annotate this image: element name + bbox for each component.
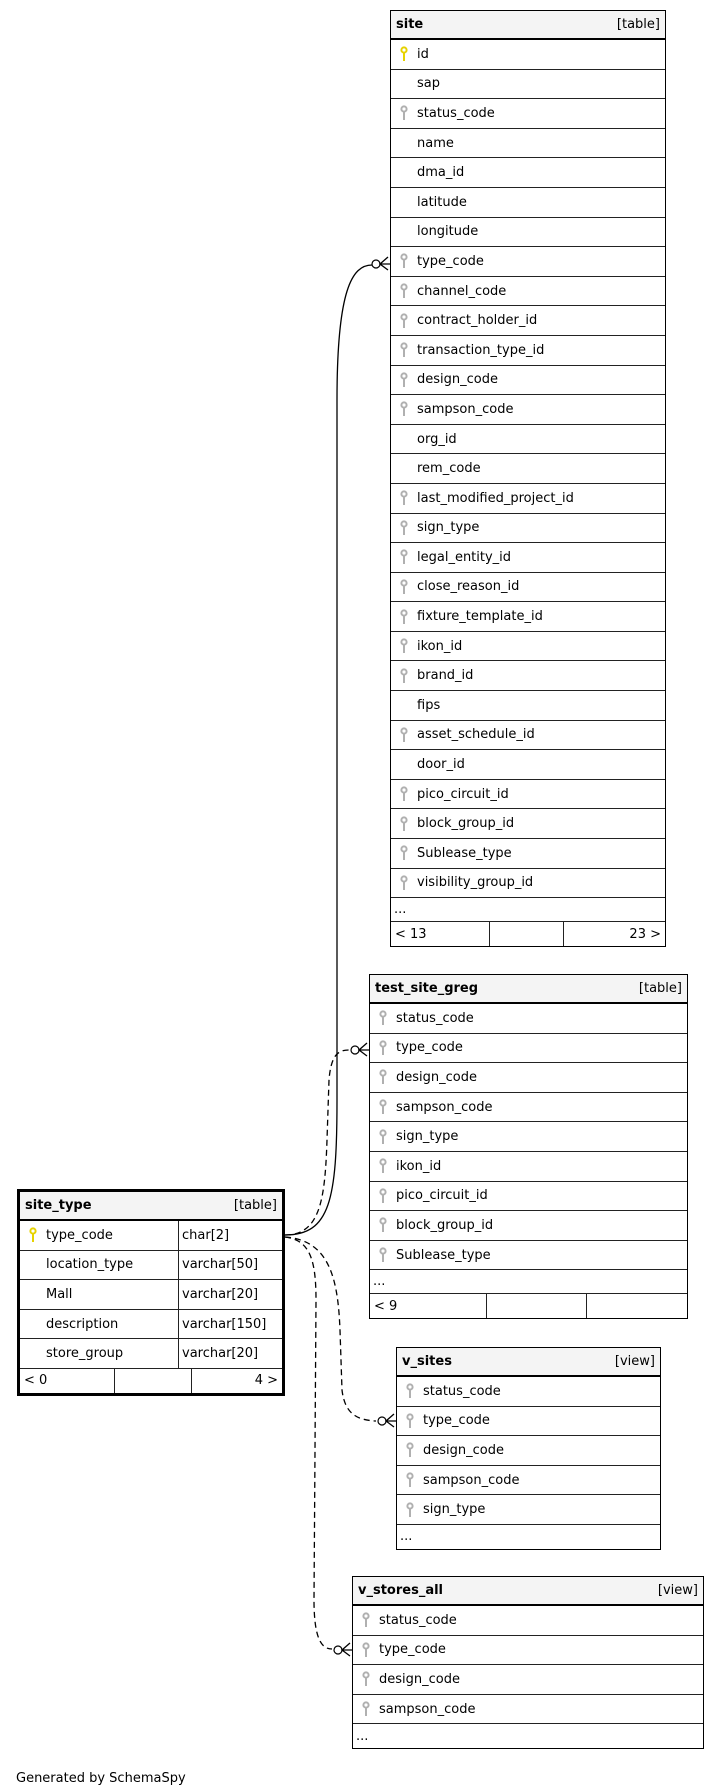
column-name: channel_code [417, 283, 507, 299]
column-name: type_code [417, 253, 484, 269]
column-row[interactable] [391, 395, 665, 425]
column-name: fixture_template_id [417, 609, 543, 625]
column-name: design_code [417, 372, 498, 388]
column-name: brand_id [417, 668, 474, 684]
column-name: last_modified_project_id [417, 490, 574, 506]
column-name: transaction_type_id [417, 342, 545, 358]
table-header [397, 1348, 660, 1377]
foreign-key-icon [391, 372, 417, 388]
table-kind: [table] [638, 981, 682, 996]
column-type: varchar[20] [178, 1339, 282, 1368]
column-row[interactable] [391, 366, 665, 396]
footer-cell[interactable]: < 13 [391, 922, 490, 946]
foreign-key-icon [397, 1502, 423, 1518]
table-name[interactable]: v_sites [402, 1354, 452, 1369]
column-row[interactable] [391, 839, 665, 869]
column-name: design_code [379, 1671, 460, 1687]
column-name: sampson_code [396, 1099, 493, 1115]
table-footer [20, 1369, 282, 1393]
foreign-key-icon [353, 1642, 379, 1658]
foreign-key-icon [391, 253, 417, 269]
column-row[interactable] [20, 1339, 282, 1369]
table-kind: [view] [657, 1583, 698, 1598]
foreign-key-icon [391, 579, 417, 595]
zero-cardinality-icon [351, 1046, 359, 1054]
column-name: contract_holder_id [417, 313, 538, 329]
column-row[interactable] [353, 1636, 703, 1666]
foreign-key-icon [353, 1701, 379, 1717]
foreign-key-icon [397, 1472, 423, 1488]
column-name: sampson_code [417, 401, 514, 417]
column-row[interactable] [397, 1495, 660, 1525]
foreign-key-icon [391, 342, 417, 358]
foreign-key-icon [370, 1247, 396, 1263]
column-row[interactable] [353, 1665, 703, 1695]
foreign-key-icon [391, 313, 417, 329]
column-name: close_reason_id [417, 579, 520, 595]
foreign-key-icon [397, 1413, 423, 1429]
table-name[interactable]: site [396, 17, 424, 32]
column-name: Mall [46, 1286, 73, 1302]
column-row[interactable] [370, 1152, 687, 1182]
column-type: varchar[150] [178, 1310, 282, 1339]
more-columns[interactable]: ... [370, 1270, 687, 1294]
column-row[interactable] [391, 40, 665, 70]
table-site-type[interactable] [17, 1189, 285, 1396]
table-test-site-greg[interactable] [369, 974, 688, 1319]
foreign-key-icon [353, 1671, 379, 1687]
column-name: visibility_group_id [417, 875, 534, 891]
zero-cardinality-icon [334, 1646, 342, 1654]
column-row[interactable] [391, 869, 665, 899]
column-row[interactable] [391, 277, 665, 307]
column-row[interactable] [370, 1211, 687, 1241]
column-row[interactable] [391, 247, 665, 277]
foreign-key-icon [391, 490, 417, 506]
column-name: pico_circuit_id [396, 1188, 488, 1204]
footer-cell[interactable] [487, 1294, 586, 1318]
foreign-key-icon [370, 1188, 396, 1204]
column-name: sap [417, 76, 440, 92]
column-row[interactable] [391, 602, 665, 632]
column-name: fips [417, 697, 441, 713]
column-name: dma_id [417, 165, 465, 181]
footer-cell[interactable] [587, 1294, 687, 1318]
footer-cell[interactable]: 4 > [254, 1373, 278, 1389]
table-v-sites[interactable] [396, 1347, 661, 1550]
column-name: status_code [379, 1612, 457, 1628]
crows-foot-many-icon [380, 257, 390, 270]
column-row[interactable] [391, 188, 665, 218]
column-row[interactable] [370, 1122, 687, 1152]
column-row[interactable] [353, 1606, 703, 1636]
foreign-key-icon [391, 520, 417, 536]
column-row[interactable] [391, 336, 665, 366]
column-name: ikon_id [396, 1158, 442, 1174]
column-row[interactable] [391, 70, 665, 100]
column-row[interactable] [391, 750, 665, 780]
column-type: varchar[50] [178, 1251, 282, 1280]
table-footer [391, 922, 665, 946]
column-row[interactable] [391, 129, 665, 159]
column-row[interactable] [391, 158, 665, 188]
column-name: status_code [423, 1383, 501, 1399]
column-row[interactable] [370, 1093, 687, 1123]
primary-key-icon [391, 46, 417, 62]
column-row[interactable] [391, 721, 665, 751]
column-name: status_code [417, 105, 495, 121]
column-name: status_code [396, 1010, 474, 1026]
column-type: char[2] [178, 1221, 282, 1250]
foreign-key-icon [370, 1129, 396, 1145]
more-columns[interactable]: ... [400, 1529, 413, 1545]
column-row[interactable] [370, 1241, 687, 1271]
crows-foot-many-icon [359, 1043, 369, 1056]
column-row[interactable] [391, 454, 665, 484]
column-name: design_code [423, 1442, 504, 1458]
column-row[interactable] [397, 1466, 660, 1496]
table-name[interactable]: site_type [25, 1198, 92, 1213]
primary-key-icon [20, 1227, 46, 1243]
crows-foot-many-icon [386, 1414, 396, 1427]
foreign-key-icon [391, 727, 417, 743]
column-row[interactable] [391, 99, 665, 129]
foreign-key-icon [391, 875, 417, 891]
foreign-key-icon [370, 1069, 396, 1085]
foreign-key-icon [391, 845, 417, 861]
table-name[interactable]: test_site_greg [375, 981, 479, 996]
column-type: varchar[20] [178, 1280, 282, 1309]
footer-cell[interactable]: 23 > [629, 926, 661, 942]
foreign-key-icon [391, 401, 417, 417]
column-row[interactable] [397, 1377, 660, 1407]
table-header [370, 975, 687, 1004]
column-row[interactable] [391, 514, 665, 544]
column-row[interactable] [391, 573, 665, 603]
column-row[interactable] [370, 1004, 687, 1034]
column-name: name [417, 135, 454, 151]
column-name: location_type [46, 1257, 134, 1273]
column-row[interactable] [20, 1310, 282, 1340]
column-name: sampson_code [379, 1701, 476, 1717]
foreign-key-icon [391, 816, 417, 832]
column-row[interactable] [20, 1251, 282, 1281]
column-row[interactable] [391, 691, 665, 721]
foreign-key-icon [391, 105, 417, 121]
column-name: type_code [46, 1227, 113, 1243]
column-name: pico_circuit_id [417, 786, 509, 802]
table-v-stores-all[interactable] [352, 1576, 704, 1749]
foreign-key-icon [397, 1442, 423, 1458]
footer-cell[interactable] [115, 1369, 192, 1393]
more-columns[interactable]: ... [391, 898, 665, 922]
column-row[interactable] [370, 1182, 687, 1212]
foreign-key-icon [397, 1383, 423, 1399]
generated-by-credit: Generated by SchemaSpy [16, 1771, 186, 1786]
column-row[interactable] [391, 809, 665, 839]
column-row[interactable] [391, 661, 665, 691]
foreign-key-icon [391, 786, 417, 802]
rel-v-stores-all [285, 1237, 352, 1656]
foreign-key-icon [370, 1217, 396, 1233]
column-row[interactable] [20, 1280, 282, 1310]
table-header [391, 11, 665, 40]
column-name: type_code [396, 1040, 463, 1056]
column-name: door_id [417, 757, 465, 773]
column-name: block_group_id [417, 816, 515, 832]
foreign-key-icon [370, 1010, 396, 1026]
table-name[interactable]: v_stores_all [358, 1583, 444, 1598]
column-row[interactable] [20, 1221, 282, 1251]
column-name: sampson_code [423, 1472, 520, 1488]
column-name: rem_code [417, 461, 481, 477]
foreign-key-icon [391, 283, 417, 299]
column-row[interactable] [391, 306, 665, 336]
table-kind: [table] [233, 1198, 277, 1213]
column-row[interactable] [391, 780, 665, 810]
column-row[interactable] [391, 425, 665, 455]
column-row[interactable] [370, 1034, 687, 1064]
table-kind: [view] [614, 1354, 655, 1369]
column-name: org_id [417, 431, 457, 447]
column-name: legal_entity_id [417, 549, 512, 565]
column-name: latitude [417, 194, 467, 210]
column-row[interactable] [353, 1695, 703, 1725]
foreign-key-icon [353, 1612, 379, 1628]
column-name: sign_type [396, 1129, 459, 1145]
footer-cell[interactable]: < 9 [370, 1294, 487, 1318]
column-name: longitude [417, 224, 479, 240]
foreign-key-icon [391, 609, 417, 625]
table-kind: [table] [616, 17, 660, 32]
more-columns[interactable]: ... [356, 1728, 369, 1744]
table-header [353, 1577, 703, 1606]
column-name: type_code [379, 1642, 446, 1658]
foreign-key-icon [370, 1158, 396, 1174]
column-name: asset_schedule_id [417, 727, 535, 743]
column-name: Sublease_type [417, 845, 512, 861]
column-name: type_code [423, 1413, 490, 1429]
column-row[interactable] [370, 1063, 687, 1093]
foreign-key-icon [391, 638, 417, 654]
zero-cardinality-icon [372, 260, 380, 268]
foreign-key-icon [370, 1099, 396, 1115]
column-row[interactable] [391, 543, 665, 573]
table-site[interactable] [390, 10, 666, 947]
column-row[interactable] [397, 1436, 660, 1466]
crows-foot-many-icon [342, 1643, 352, 1656]
column-name: ikon_id [417, 638, 463, 654]
table-header [20, 1192, 282, 1221]
column-row[interactable] [391, 632, 665, 662]
foreign-key-icon [391, 668, 417, 684]
foreign-key-icon [370, 1040, 396, 1056]
footer-cell[interactable] [490, 922, 563, 946]
footer-cell[interactable]: < 0 [20, 1369, 115, 1393]
column-name: sign_type [417, 520, 480, 536]
column-name: sign_type [423, 1502, 486, 1518]
column-row[interactable] [391, 484, 665, 514]
foreign-key-icon [391, 549, 417, 565]
column-name: description [46, 1316, 119, 1332]
column-row[interactable] [397, 1407, 660, 1437]
column-row[interactable] [391, 218, 665, 248]
column-name: store_group [46, 1346, 124, 1362]
column-name: id [417, 46, 429, 62]
column-name: block_group_id [396, 1217, 494, 1233]
column-name: Sublease_type [396, 1247, 491, 1263]
zero-cardinality-icon [378, 1417, 386, 1425]
column-name: design_code [396, 1069, 477, 1085]
table-footer [370, 1294, 687, 1318]
